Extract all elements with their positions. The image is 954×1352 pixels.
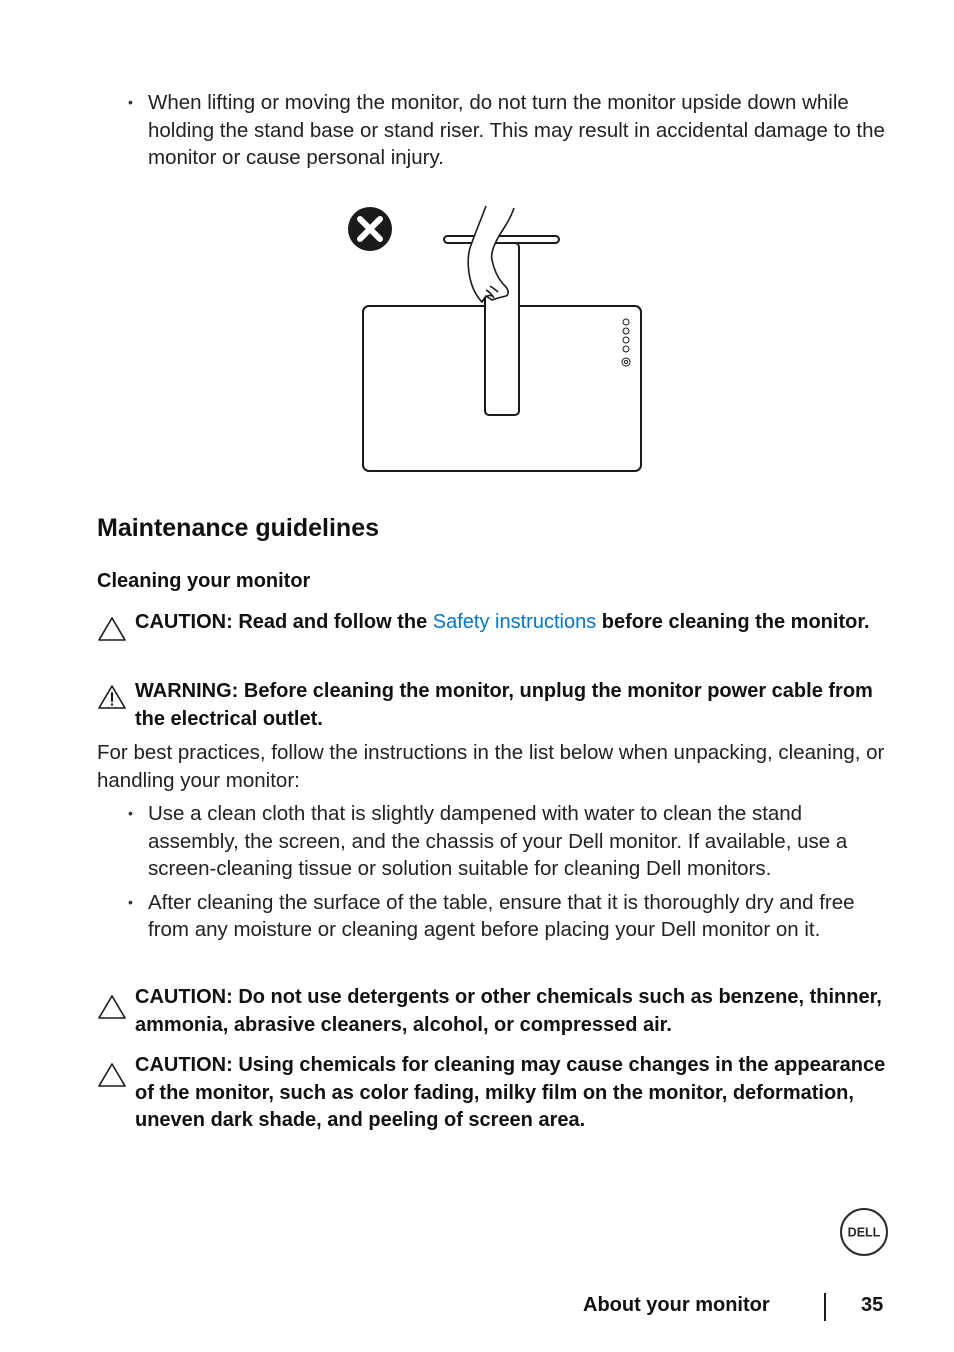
list-item (128, 89, 888, 172)
intro-paragraph: For best practices, follow the instructions in the list below when unpacking, cleaning, or handling your monitor: (97, 741, 885, 792)
warning-text: WARNING: Before cleaning the monitor, unplug the monitor power cable from the electrical outlet. (135, 680, 873, 730)
page-number: 35 (861, 1294, 884, 1316)
caution-icon (97, 616, 127, 642)
bullet-text: After cleaning the surface of the table, ensure that it is thoroughly dry and free from any moisture or cleaning agent before placing your Dell monitor on it. (148, 890, 855, 941)
list-item (128, 800, 888, 883)
safety-instructions-link[interactable]: Safety instructions (432, 611, 597, 633)
caution-text-prefix: CAUTION: Read and follow the (135, 611, 433, 633)
caution-icon (97, 1062, 127, 1088)
section-title: Maintenance guidelines (97, 514, 380, 542)
caution-icon (97, 994, 127, 1020)
cleaning-bullet-list (128, 800, 888, 944)
caution-text: CAUTION: Using chemicals for cleaning may cause changes in the appearance of the monitor, such as color fading, milky film on the monitor, deformation, uneven dark shade, and peeling of screen area. (135, 1054, 886, 1131)
bullet-text: Use a clean cloth that is slightly dampened with water to clean the stand assembly, the screen, and the chassis of your Dell monitor. If available, use a screen-cleaning tissue or solution suitable for cleaning Dell monitors. (148, 802, 848, 880)
footer-divider (824, 1293, 826, 1321)
top-bullet-list (128, 89, 888, 172)
subsection-title: Cleaning your monitor (97, 570, 311, 592)
bullet-dot: • (128, 805, 133, 821)
caution-notice (97, 984, 887, 1039)
caution-text: CAUTION: Do not use detergents or other chemicals such as benzene, thinner, ammonia, abrasive cleaners, alcohol, or compressed air. (135, 986, 882, 1036)
warning-icon (97, 684, 127, 710)
bullet-dot: • (128, 94, 133, 110)
list-item (128, 889, 888, 944)
bullet-text: When lifting or moving the monitor, do not turn the monitor upside down while holding the stand base or stand riser. This may result in accidental damage to the monitor or cause personal injury. (148, 91, 885, 169)
dell-logo (838, 1206, 890, 1258)
caution-notice (97, 1052, 887, 1135)
stand-base (444, 236, 559, 243)
monitor-upside-down-illustration (340, 200, 660, 480)
footer-section-label: About your monitor (583, 1294, 770, 1316)
warning-notice (97, 678, 887, 733)
bullet-dot: • (128, 893, 133, 910)
x-circle-icon (348, 207, 392, 251)
caution-text-suffix: before cleaning the monitor. (596, 611, 870, 633)
dell-logo-text: DELL (847, 1225, 881, 1240)
caution-notice (97, 609, 887, 637)
